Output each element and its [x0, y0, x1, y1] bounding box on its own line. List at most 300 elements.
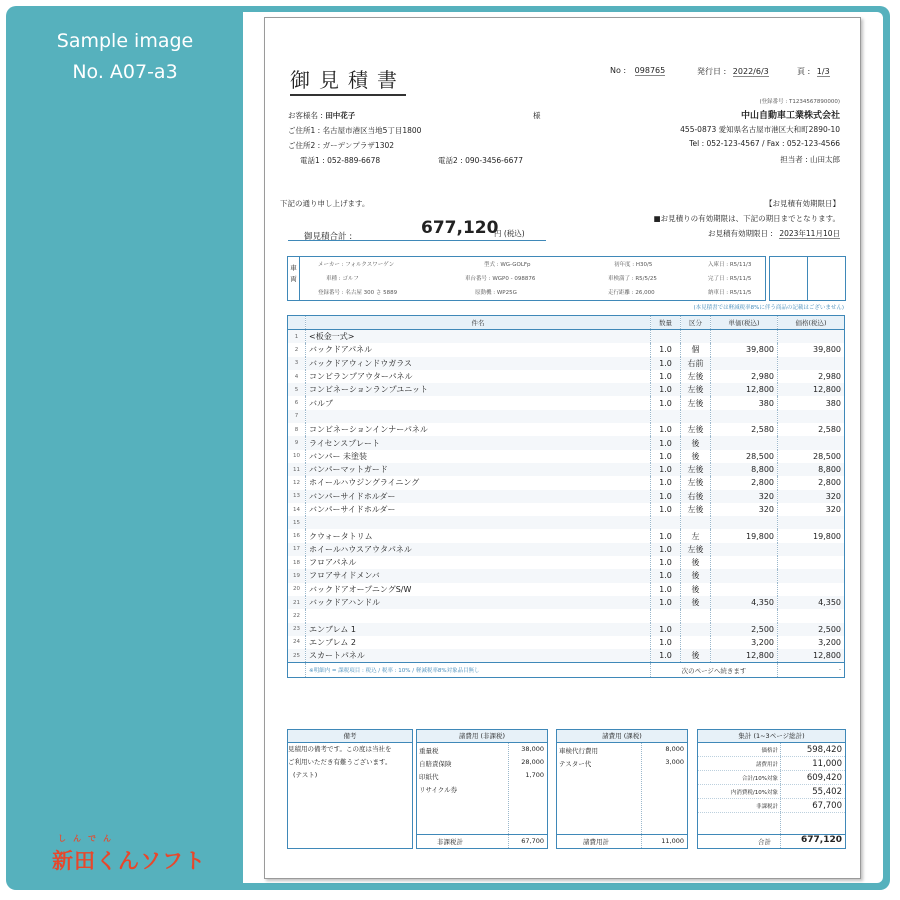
item-category: 後 [681, 450, 711, 463]
doc-number [610, 66, 665, 75]
summary-line [417, 743, 547, 756]
item-unit-price: 12,800 [711, 649, 778, 663]
row-number: 24 [288, 636, 306, 649]
table-row [288, 396, 845, 409]
tax-total-value: 11,000 [661, 837, 684, 845]
nontax-total-value: 67,700 [521, 837, 544, 845]
row-number: 10 [288, 450, 306, 463]
item-unit-price [711, 583, 778, 596]
validity-note: ■お見積りの有効期限は、下記の期日までとなります。 [653, 214, 840, 223]
address1-label: ご住所1 : [288, 126, 321, 135]
item-unit-price: 19,800 [711, 529, 778, 542]
item-qty: 1.0 [651, 396, 681, 409]
row-number: 23 [288, 623, 306, 636]
line-value: 67,700 [812, 801, 842, 811]
table-row [288, 330, 845, 344]
summary-line [557, 743, 687, 756]
customer-name-label: お客様名 : [288, 111, 323, 120]
header-item: 件名 [306, 316, 651, 330]
summary-header: 集計 (1~3ページ総計) [698, 730, 845, 743]
total-label: 御見積合計 : [304, 232, 353, 242]
summary-line [698, 785, 845, 799]
item-price: 2,800 [778, 476, 845, 489]
item-category: 左後 [681, 476, 711, 489]
item-unit-price [711, 330, 778, 344]
address2-label: ご住所2 : [288, 141, 321, 150]
item-qty: 1.0 [651, 383, 681, 396]
nontax-total-label: 非課税計 [437, 838, 463, 846]
tax-header: 諸費用 (課税) [557, 730, 687, 743]
item-price: 4,350 [778, 596, 845, 609]
item-category: 右前 [681, 357, 711, 370]
tax-total-row [557, 834, 687, 848]
table-row [288, 436, 845, 449]
line-value: 55,402 [812, 787, 842, 797]
item-qty: 1.0 [651, 357, 681, 370]
table-row [288, 423, 845, 436]
item-qty: 1.0 [651, 476, 681, 489]
line-label: リサイクル券 [419, 786, 458, 794]
item-unit-price [711, 516, 778, 529]
sample-caption [14, 26, 236, 88]
header-category: 区分 [681, 316, 711, 330]
items-header-row [288, 316, 845, 330]
line-value: 609,420 [806, 773, 842, 783]
item-qty: 1.0 [651, 370, 681, 383]
brand-logo [52, 834, 206, 875]
item-name: ホイールハウスアウタパネル [306, 543, 651, 556]
summary-rows [698, 743, 845, 813]
item-category [681, 623, 711, 636]
vehicle-maker: メーカー : フォルクスワーゲン [318, 262, 395, 268]
customer-name [288, 110, 355, 121]
line-label: 諸費用計 [755, 762, 778, 768]
item-unit-price: 12,800 [711, 383, 778, 396]
item-unit-price: 39,800 [711, 343, 778, 356]
item-category: 左後 [681, 543, 711, 556]
item-qty: 1.0 [651, 343, 681, 356]
item-price: 3,200 [778, 636, 845, 649]
item-price [778, 357, 845, 370]
item-price: 12,800 [778, 383, 845, 396]
summary-line [698, 799, 845, 813]
issue-date [697, 66, 769, 77]
footer-blank [288, 663, 306, 677]
item-unit-price: 2,500 [711, 623, 778, 636]
row-number: 12 [288, 476, 306, 489]
header-unit-price: 単価(税込) [711, 316, 778, 330]
page-number-label: 頁 : [797, 67, 811, 76]
customer-phone1 [300, 155, 380, 166]
row-number: 7 [288, 410, 306, 423]
table-row [288, 516, 845, 529]
vehicle-delivery-date: 納車日 : R5/11/5 [708, 290, 752, 296]
line-label: 非課税計 [755, 804, 778, 810]
table-row [288, 410, 845, 423]
item-unit-price: 2,580 [711, 423, 778, 436]
item-price [778, 516, 845, 529]
customer-address2 [288, 140, 394, 151]
item-name: バンパー 未塗装 [306, 450, 651, 463]
row-number: 11 [288, 463, 306, 476]
item-price: 380 [778, 396, 845, 409]
summary-line [557, 756, 687, 769]
line-value: 8,000 [665, 745, 684, 753]
page-number-value: 1/3 [816, 67, 830, 76]
customer-address1 [288, 125, 421, 136]
header-qty: 数量 [651, 316, 681, 330]
item-price [778, 583, 845, 596]
table-row [288, 596, 845, 609]
vehicle-chassis: 車台番号 : WGP0 - 098876 [465, 276, 536, 282]
row-number: 25 [288, 649, 306, 663]
remarks-line2: ご利用いただき有難うございます。 [288, 758, 392, 766]
reduced-tax-note: (本見積書では軽減税率8%に伴う商品の記載はございません) [693, 305, 844, 311]
table-row [288, 476, 845, 489]
item-unit-price [711, 436, 778, 449]
item-unit-price [711, 410, 778, 423]
item-category: 左 [681, 529, 711, 542]
item-name: コンビランプアウターパネル [306, 370, 651, 383]
company-name: 中山自動車工業株式会社 [740, 111, 840, 121]
item-name: バックドアオープニングS/W [306, 583, 651, 596]
item-qty: 1.0 [651, 423, 681, 436]
phone1-label: 電話1 : [300, 156, 325, 165]
row-number: 3 [288, 357, 306, 370]
stamp-box [769, 256, 846, 301]
nontax-rows [417, 743, 547, 795]
company-registration: (登録番号 : T1234567890000) [759, 99, 840, 105]
item-price [778, 436, 845, 449]
sample-caption-line2: No. A07-a3 [72, 61, 178, 83]
item-price: 19,800 [778, 529, 845, 542]
item-price [778, 410, 845, 423]
line-label: 重量税 [419, 747, 439, 755]
item-unit-price: 4,350 [711, 596, 778, 609]
summary-total-value: 677,120 [801, 835, 842, 845]
vehicle-inspection: 車検満了 : R5/5/25 [608, 276, 657, 282]
customer-honorific: 様 [533, 111, 541, 120]
item-category: 後 [681, 436, 711, 449]
item-qty: 1.0 [651, 543, 681, 556]
items-table [287, 315, 845, 678]
table-row [288, 583, 845, 596]
item-category [681, 516, 711, 529]
item-unit-price [711, 609, 778, 622]
item-qty: 1.0 [651, 529, 681, 542]
line-label: テスター代 [559, 760, 592, 768]
table-row [288, 490, 845, 503]
table-row [288, 463, 845, 476]
item-name: バンパーサイドホルダー [306, 503, 651, 516]
item-qty: 1.0 [651, 649, 681, 663]
summary-box [697, 729, 846, 849]
item-price: 2,500 [778, 623, 845, 636]
row-number: 19 [288, 569, 306, 582]
header-price: 価格(税込) [778, 316, 845, 330]
table-row [288, 556, 845, 569]
item-qty: 1.0 [651, 490, 681, 503]
company-telfax: Tel : 052-123-4567 / Fax : 052-123-4566 [689, 139, 840, 148]
vehicle-mileage: 走行距離 : 26,000 [608, 290, 655, 296]
item-price: 28,500 [778, 450, 845, 463]
stamp-divider [807, 257, 808, 300]
row-number: 4 [288, 370, 306, 383]
item-category: 右後 [681, 490, 711, 503]
brand-logo-text: 新田くんソフト [52, 849, 206, 873]
item-qty: 1.0 [651, 503, 681, 516]
row-number: 13 [288, 490, 306, 503]
item-unit-price: 3,200 [711, 636, 778, 649]
customer-name-value: 田中花子 [325, 111, 356, 120]
item-name: バルブ [306, 396, 651, 409]
item-qty: 1.0 [651, 636, 681, 649]
phone2-value: 090-3456-6677 [465, 156, 523, 165]
item-name: コンビネーションランプユニット [306, 383, 651, 396]
item-category [681, 636, 711, 649]
item-category: 後 [681, 556, 711, 569]
sample-caption-line1: Sample image [56, 30, 194, 52]
row-number: 20 [288, 583, 306, 596]
row-number: 8 [288, 423, 306, 436]
item-qty: 1.0 [651, 463, 681, 476]
item-qty [651, 516, 681, 529]
line-label: 印紙代 [419, 773, 439, 781]
item-price: 2,580 [778, 423, 845, 436]
header-no [288, 316, 306, 330]
line-value: 1,700 [525, 771, 544, 779]
item-unit-price: 2,800 [711, 476, 778, 489]
table-row [288, 569, 845, 582]
item-price: 2,980 [778, 370, 845, 383]
customer-phone2 [438, 155, 523, 166]
items-body [288, 330, 845, 663]
row-number: 15 [288, 516, 306, 529]
summary-line [417, 756, 547, 769]
row-number: 9 [288, 436, 306, 449]
line-label: 自賠責保険 [419, 760, 452, 768]
row-number: 17 [288, 543, 306, 556]
item-price [778, 569, 845, 582]
greeting-text: 下記の通り申し上げます。 [280, 199, 370, 208]
line-label: 合計/10%対象 [741, 776, 778, 782]
item-category: 左後 [681, 383, 711, 396]
vehicle-plate: 登録番号 : 名古屋 300 さ 5889 [318, 290, 398, 296]
row-number: 1 [288, 330, 306, 344]
vehicle-model: 車種 : ゴルフ [326, 276, 359, 282]
item-name: バックドアハンドル [306, 596, 651, 609]
item-category: 左後 [681, 463, 711, 476]
item-qty: 1.0 [651, 623, 681, 636]
item-category: 左後 [681, 396, 711, 409]
row-number: 16 [288, 529, 306, 542]
table-row [288, 529, 845, 542]
item-category: 左後 [681, 370, 711, 383]
summary-total-label: 合計 [758, 838, 771, 846]
table-row [288, 649, 845, 663]
line-value: 3,000 [665, 758, 684, 766]
table-row [288, 503, 845, 516]
doc-number-label: No : [610, 66, 627, 75]
item-price: 12,800 [778, 649, 845, 663]
vehicle-info-box [287, 256, 766, 301]
table-row [288, 343, 845, 356]
nontax-expenses-box [416, 729, 548, 849]
table-row [288, 609, 845, 622]
tax-divider [641, 743, 642, 848]
item-name: エンブレム 2 [306, 636, 651, 649]
company-address: 455-0873 愛知県名古屋市港区大和町2890-10 [680, 125, 840, 134]
summary-divider [780, 743, 781, 848]
item-price [778, 609, 845, 622]
item-category: 後 [681, 569, 711, 582]
line-label: 車検代行費用 [559, 747, 598, 755]
item-price [778, 556, 845, 569]
line-label: 価格計 [761, 748, 778, 754]
vehicle-type: 型式 : WG-GOLFp [484, 262, 531, 268]
item-name: フロアサイドメンバ [306, 569, 651, 582]
tax-expenses-box [556, 729, 688, 849]
company-staff: 担当者 : 山田太郎 [780, 155, 840, 164]
validity-date-value: 2023年11月10日 [779, 229, 840, 238]
item-qty: 1.0 [651, 556, 681, 569]
vehicle-in-date: 入庫日 : R5/11/3 [708, 262, 752, 268]
table-row [288, 450, 845, 463]
item-category: 後 [681, 583, 711, 596]
nontax-total-row [417, 834, 547, 848]
item-name: バンパーマットガード [306, 463, 651, 476]
item-price: 8,800 [778, 463, 845, 476]
remarks-line3: (テスト) [293, 771, 318, 779]
item-name: ホイールハウジングライニング [306, 476, 651, 489]
total-value: 677,120 [421, 218, 499, 238]
remarks-line1: 見積用の備考です。この度は当社を [288, 745, 392, 753]
item-category [681, 330, 711, 344]
row-number: 14 [288, 503, 306, 516]
issue-date-value: 2022/6/3 [732, 67, 769, 76]
item-category [681, 410, 711, 423]
item-qty: 1.0 [651, 450, 681, 463]
vehicle-first-reg: 初年度 : H30/5 [614, 262, 653, 268]
tax-rows [557, 743, 687, 769]
item-name: スカートパネル [306, 649, 651, 663]
row-number: 18 [288, 556, 306, 569]
item-unit-price: 320 [711, 490, 778, 503]
row-number: 6 [288, 396, 306, 409]
item-name [306, 609, 651, 622]
item-unit-price: 2,980 [711, 370, 778, 383]
summary-line [417, 769, 547, 782]
total-amount [288, 218, 546, 241]
tax-total-label: 諸費用計 [583, 838, 609, 846]
remarks-box [287, 729, 413, 849]
issue-date-label: 発行日 : [697, 67, 727, 76]
item-category: 左後 [681, 503, 711, 516]
address1-value: 名古屋市港区当地5丁目1800 [322, 126, 422, 135]
item-qty: 1.0 [651, 436, 681, 449]
item-price [778, 543, 845, 556]
item-name: バックドアウィンドウガラス [306, 357, 651, 370]
items-footer-row [288, 663, 845, 677]
document-title: 御見積書 [290, 64, 406, 96]
item-price: 39,800 [778, 343, 845, 356]
item-unit-price: 380 [711, 396, 778, 409]
summary-total-row [698, 834, 845, 848]
item-name: <板金一式> [306, 330, 651, 344]
validity-heading: 【お見積有効期限日】 [765, 199, 840, 208]
item-name: ライセンスプレート [306, 436, 651, 449]
nontax-divider [508, 743, 509, 848]
row-number: 21 [288, 596, 306, 609]
table-row [288, 543, 845, 556]
row-number: 2 [288, 343, 306, 356]
phone2-label: 電話2 : [438, 156, 463, 165]
page-number [797, 66, 830, 77]
phone1-value: 052-889-6678 [327, 156, 381, 165]
table-row [288, 636, 845, 649]
item-name [306, 410, 651, 423]
line-label: 内消費税/10%対象 [730, 790, 778, 796]
table-row [288, 370, 845, 383]
total-unit: 円 (税込) [494, 229, 525, 238]
item-unit-price: 320 [711, 503, 778, 516]
row-number: 5 [288, 383, 306, 396]
item-category: 後 [681, 596, 711, 609]
doc-number-value: 098765 [634, 66, 666, 75]
item-name: コンビネーションインナーパネル [306, 423, 651, 436]
footer-tax-note: ※明細内 = 課税項目 : 税込 / 税率 : 10% / 軽減税率8%対象品目無し [306, 663, 651, 677]
item-name: クウォータトリム [306, 529, 651, 542]
footer-next-page: 次のページへ続きます [651, 663, 778, 677]
item-price: 320 [778, 503, 845, 516]
item-unit-price [711, 543, 778, 556]
item-name: バックドアパネル [306, 343, 651, 356]
item-unit-price [711, 556, 778, 569]
item-name: エンブレム 1 [306, 623, 651, 636]
brand-logo-ruby: しんでん [58, 834, 118, 843]
footer-dash: - [778, 663, 845, 677]
item-category: 後 [681, 649, 711, 663]
line-value: 598,420 [806, 745, 842, 755]
item-qty [651, 609, 681, 622]
remarks-header: 備考 [288, 730, 412, 743]
item-qty: 1.0 [651, 596, 681, 609]
item-category: 個 [681, 343, 711, 356]
summary-line [698, 743, 845, 757]
line-value: 38,000 [521, 745, 544, 753]
validity-date-label: お見積有効期限日 : [708, 229, 773, 238]
item-unit-price [711, 569, 778, 582]
vehicle-done-date: 完了日 : R5/11/5 [708, 276, 752, 282]
item-unit-price [711, 357, 778, 370]
item-qty [651, 410, 681, 423]
address2-value: ガーデンプラザ1302 [322, 141, 395, 150]
vehicle-engine: 原動機 : WP25G [475, 290, 517, 296]
item-name: フロアパネル [306, 556, 651, 569]
item-qty: 1.0 [651, 569, 681, 582]
item-category [681, 609, 711, 622]
item-name: バンパーサイドホルダー [306, 490, 651, 503]
line-value: 28,000 [521, 758, 544, 766]
item-qty [651, 330, 681, 344]
item-unit-price: 28,500 [711, 450, 778, 463]
vehicle-side-label: 車両 [288, 257, 300, 300]
item-category: 左後 [681, 423, 711, 436]
remarks-body [288, 743, 412, 782]
summary-line [417, 782, 547, 795]
table-row [288, 383, 845, 396]
item-price: 320 [778, 490, 845, 503]
